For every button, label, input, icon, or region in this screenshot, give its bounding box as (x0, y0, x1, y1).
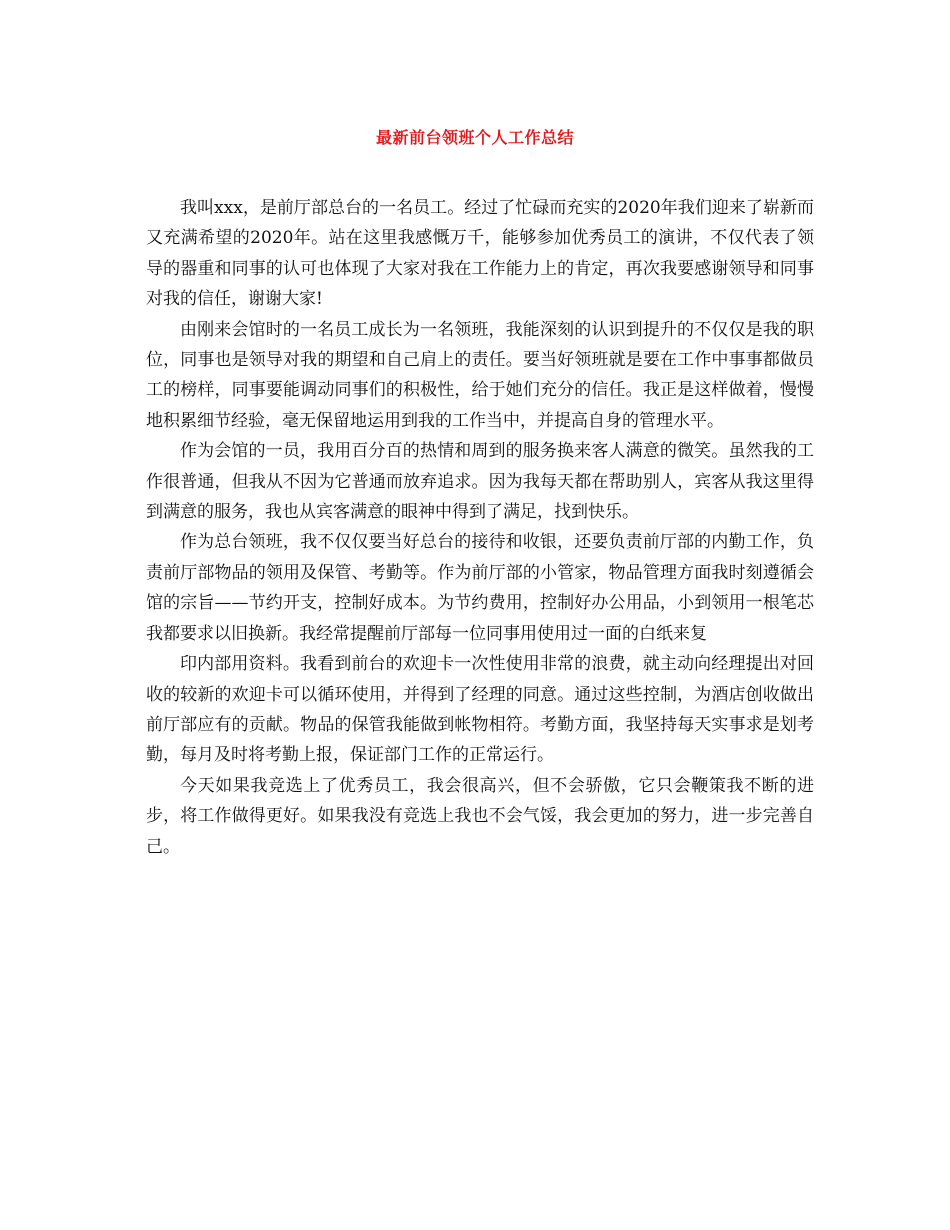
paragraph-1: 我叫xxx，是前厅部总台的一名员工。经过了忙碌而充实的2020年我们迎来了崭新而又充满希望的2020年。站在这里我感慨万千，能够参加优秀员工的演讲，不仅代表了领导的器重和同事的认可也体现了大家对我在工作能力上的肯定，再次我要感谢领导和同事对我的信任，谢谢大家! (146, 198, 814, 310)
paragraph-2: 由刚来会馆时的一名员工成长为一名领班，我能深刻的认识到提升的不仅仅是我的职位，同事也是领导对我的期望和自己肩上的责任。要当好领班就是要在工作中事事都做员工的榜样，同事要能调动同事们的积极性，给于她们充分的信任。我正是这样做着，慢慢地积累细节经验，毫无保留地运用到我的工作当中，并提高自身的管理水平。 (146, 319, 814, 431)
paragraph-4: 作为总台领班，我不仅仅要当好总台的接待和收银，还要负责前厅部的内勤工作，负责前厅部物品的领用及保管、考勤等。作为前厅部的小管家，物品管理方面我时刻遵循会馆的宗旨——节约开支，控制好成本。为节约费用，控制好办公用品，小到领用一根笔芯我都要求以旧换新。我经常提醒前厅部每一位同事用使用过一面的白纸来复 (146, 532, 814, 644)
paragraph-3: 作为会馆的一员，我用百分百的热情和周到的服务换来客人满意的微笑。虽然我的工作很普通，但我从不因为它普通而放弃追求。因为我每天都在帮助别人，宾客从我这里得到满意的服务，我也从宾客满意的眼神中得到了满足，找到快乐。 (146, 441, 814, 523)
paragraph-6: 今天如果我竞选上了优秀员工，我会很高兴，但不会骄傲，它只会鞭策我不断的进步，将工作做得更好。如果我没有竞选上我也不会气馁，我会更加的努力，进一步完善自己。 (146, 775, 814, 857)
document-title: 最新前台领班个人工作总结 (375, 128, 574, 147)
paragraph-5: 印内部用资料。我看到前台的欢迎卡一次性使用非常的浪费，就主动向经理提出对回收的较新的欢迎卡可以循环使用，并得到了经理的同意。通过这些控制，为酒店创收做出前厅部应有的贡献。物品的保管我能做到帐物相符。考勤方面，我坚持每天实事求是划考勤，每月及时将考勤上报，保证部门工作的正常运行。 (146, 654, 814, 766)
document-body (146, 193, 814, 862)
